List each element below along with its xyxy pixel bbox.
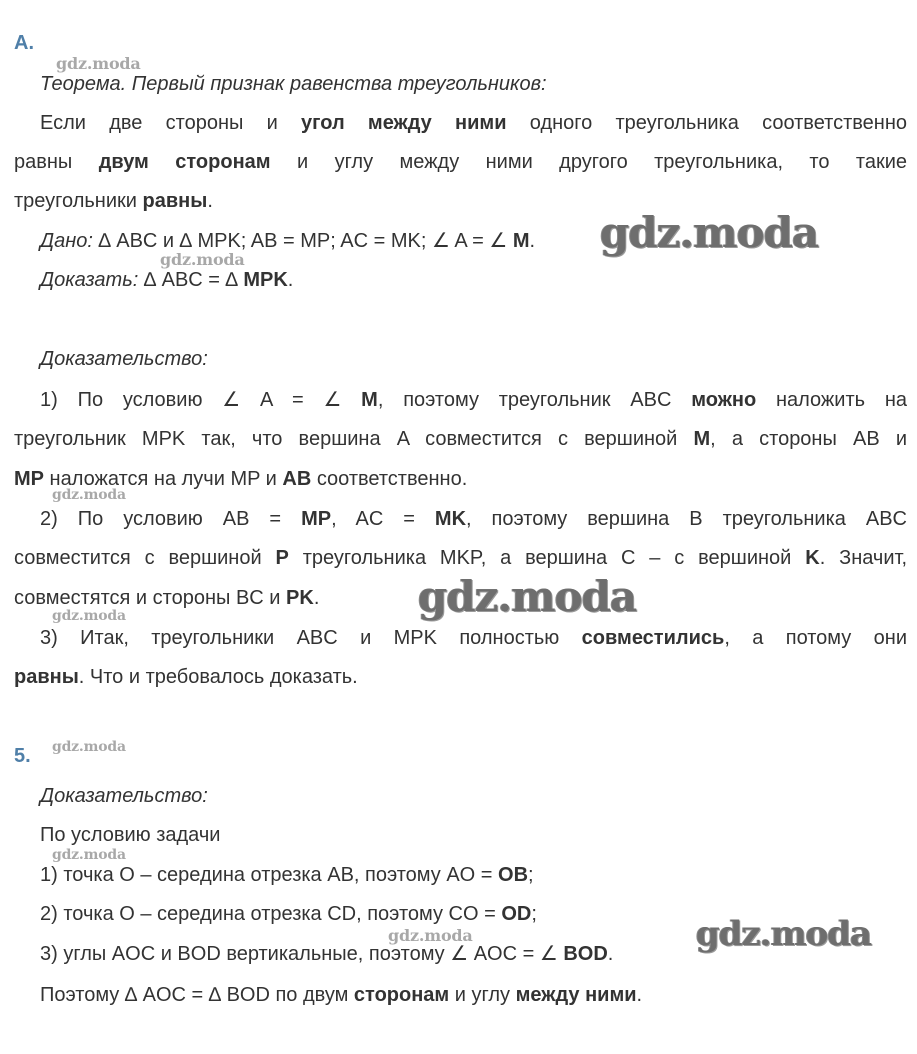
step-1-line-1 [14, 388, 907, 412]
condition-item-2 [40, 902, 537, 926]
text: наложить на [756, 389, 907, 411]
bold-text: P [275, 547, 289, 569]
text: . [207, 190, 213, 212]
bold-text: M [512, 230, 530, 252]
bold-text: угол между ними [301, 112, 507, 134]
watermark: gdz.moda [388, 926, 473, 945]
given-label: Дано: [40, 230, 93, 252]
bold-text: двум сторонам [98, 151, 271, 173]
bold-text: равны [142, 190, 208, 212]
text: . [636, 984, 643, 1006]
step-2-line-1 [14, 507, 907, 531]
bold-text: OD [501, 903, 532, 925]
theorem-title: Теорема. Первый признак равенства треугольников: [40, 73, 547, 95]
text: ∆ ABC и ∆ MPK; AB = MP; AC = MK; ∠ A = ∠ [92, 230, 513, 252]
bold-text: MP [301, 508, 332, 530]
watermark: gdz.moda [600, 208, 819, 257]
conclusion-line [40, 983, 642, 1007]
text: . [529, 230, 536, 252]
text: и углу между ними другого треугольника, то такие [270, 151, 907, 173]
bold-text: сторонам [353, 984, 450, 1006]
text: 2) По условию AB = [40, 508, 302, 530]
bold-text: PK [286, 587, 314, 609]
text: ∆ ABC = ∆ [138, 269, 244, 291]
watermark: gdz.moda [52, 739, 126, 755]
step-2-line-3 [14, 586, 319, 610]
text: , а потому они [724, 627, 907, 649]
watermark: gdz.moda [56, 54, 141, 73]
text: . [287, 269, 294, 291]
watermark: gdz.moda [52, 487, 126, 503]
text: ; [531, 903, 537, 925]
text: , AC = [331, 508, 435, 530]
proof-label-a: Доказательство: [40, 348, 208, 370]
theorem-line-2 [14, 150, 907, 174]
text: совместится с вершиной [14, 547, 276, 569]
prove-label: Доказать: [40, 269, 139, 291]
watermark: gdz.moda [52, 847, 126, 863]
text: . Что и требовалось доказать. [78, 666, 358, 688]
theorem-line-1 [14, 111, 907, 135]
text: . Значит, [819, 547, 907, 569]
bold-text: равны [14, 666, 79, 688]
text: соответственно. [311, 468, 468, 490]
text: и углу [449, 984, 516, 1006]
bold-text: M [361, 389, 378, 411]
watermark: gdz.moda [160, 250, 245, 269]
proof-label-5: Доказательство: [40, 785, 208, 807]
bold-text: K [805, 547, 820, 569]
text: Если две стороны и [40, 112, 302, 134]
step-1-line-2 [14, 427, 907, 451]
text: . [313, 587, 320, 609]
text: ; [528, 864, 534, 886]
bold-text: MP [14, 468, 44, 490]
section-5-marker: 5. [14, 745, 31, 767]
step-3-line-1 [14, 626, 907, 650]
text: , а стороны AB и [710, 428, 907, 450]
bold-text: MK [434, 508, 467, 530]
text: 3) Итак, треугольники ABC и MPK полностью [40, 627, 582, 649]
bold-text: BOD [563, 943, 608, 965]
text: равны [14, 151, 99, 173]
watermark: gdz.moda [418, 572, 637, 621]
prove-line [40, 268, 293, 292]
section-a-marker: А. [14, 32, 34, 54]
bold-text: AB [282, 468, 312, 490]
watermark: gdz.moda [52, 608, 126, 624]
text: 1) По условию ∠ A = ∠ [40, 389, 362, 411]
text: треугольника MKP, а вершина C – с вершиной [288, 547, 806, 569]
bold-text: можно [691, 389, 757, 411]
bold-text: MPK [243, 269, 288, 291]
condition-item-1 [40, 863, 534, 887]
text: 2) точка O – середина отрезка CD, поэтому CO = [40, 903, 502, 925]
bold-text: совместились [581, 627, 725, 649]
text: 1) точка O – середина отрезка AB, поэтому AO = [40, 864, 499, 886]
bold-text: M [693, 428, 711, 450]
bold-text: между ними [515, 984, 637, 1006]
text: . [607, 943, 614, 965]
text: треугольники [14, 190, 143, 212]
text: треугольник MPK так, что вершина A совместится с вершиной [14, 428, 694, 450]
text: 3) углы AOC и BOD вертикальные, поэтому ∠ AOC = ∠ [40, 943, 564, 965]
text: наложатся на лучи MP и [44, 468, 283, 490]
text: , поэтому вершина B треугольника ABC [466, 508, 907, 530]
watermark: gdz.moda [696, 914, 872, 954]
text: Поэтому ∆ AOC = ∆ BOD по двум [40, 984, 354, 1006]
theorem-line-3 [14, 189, 213, 213]
text: совместятся и стороны BC и [14, 587, 287, 609]
text: одного треугольника соответственно [506, 112, 907, 134]
condition-intro: По условию задачи [40, 824, 221, 846]
step-2-line-2 [14, 546, 907, 570]
condition-item-3 [40, 942, 613, 966]
text: , поэтому треугольник ABC [377, 389, 692, 411]
bold-text: OB [498, 864, 529, 886]
given-line [40, 229, 535, 253]
step-3-line-2 [14, 665, 358, 689]
